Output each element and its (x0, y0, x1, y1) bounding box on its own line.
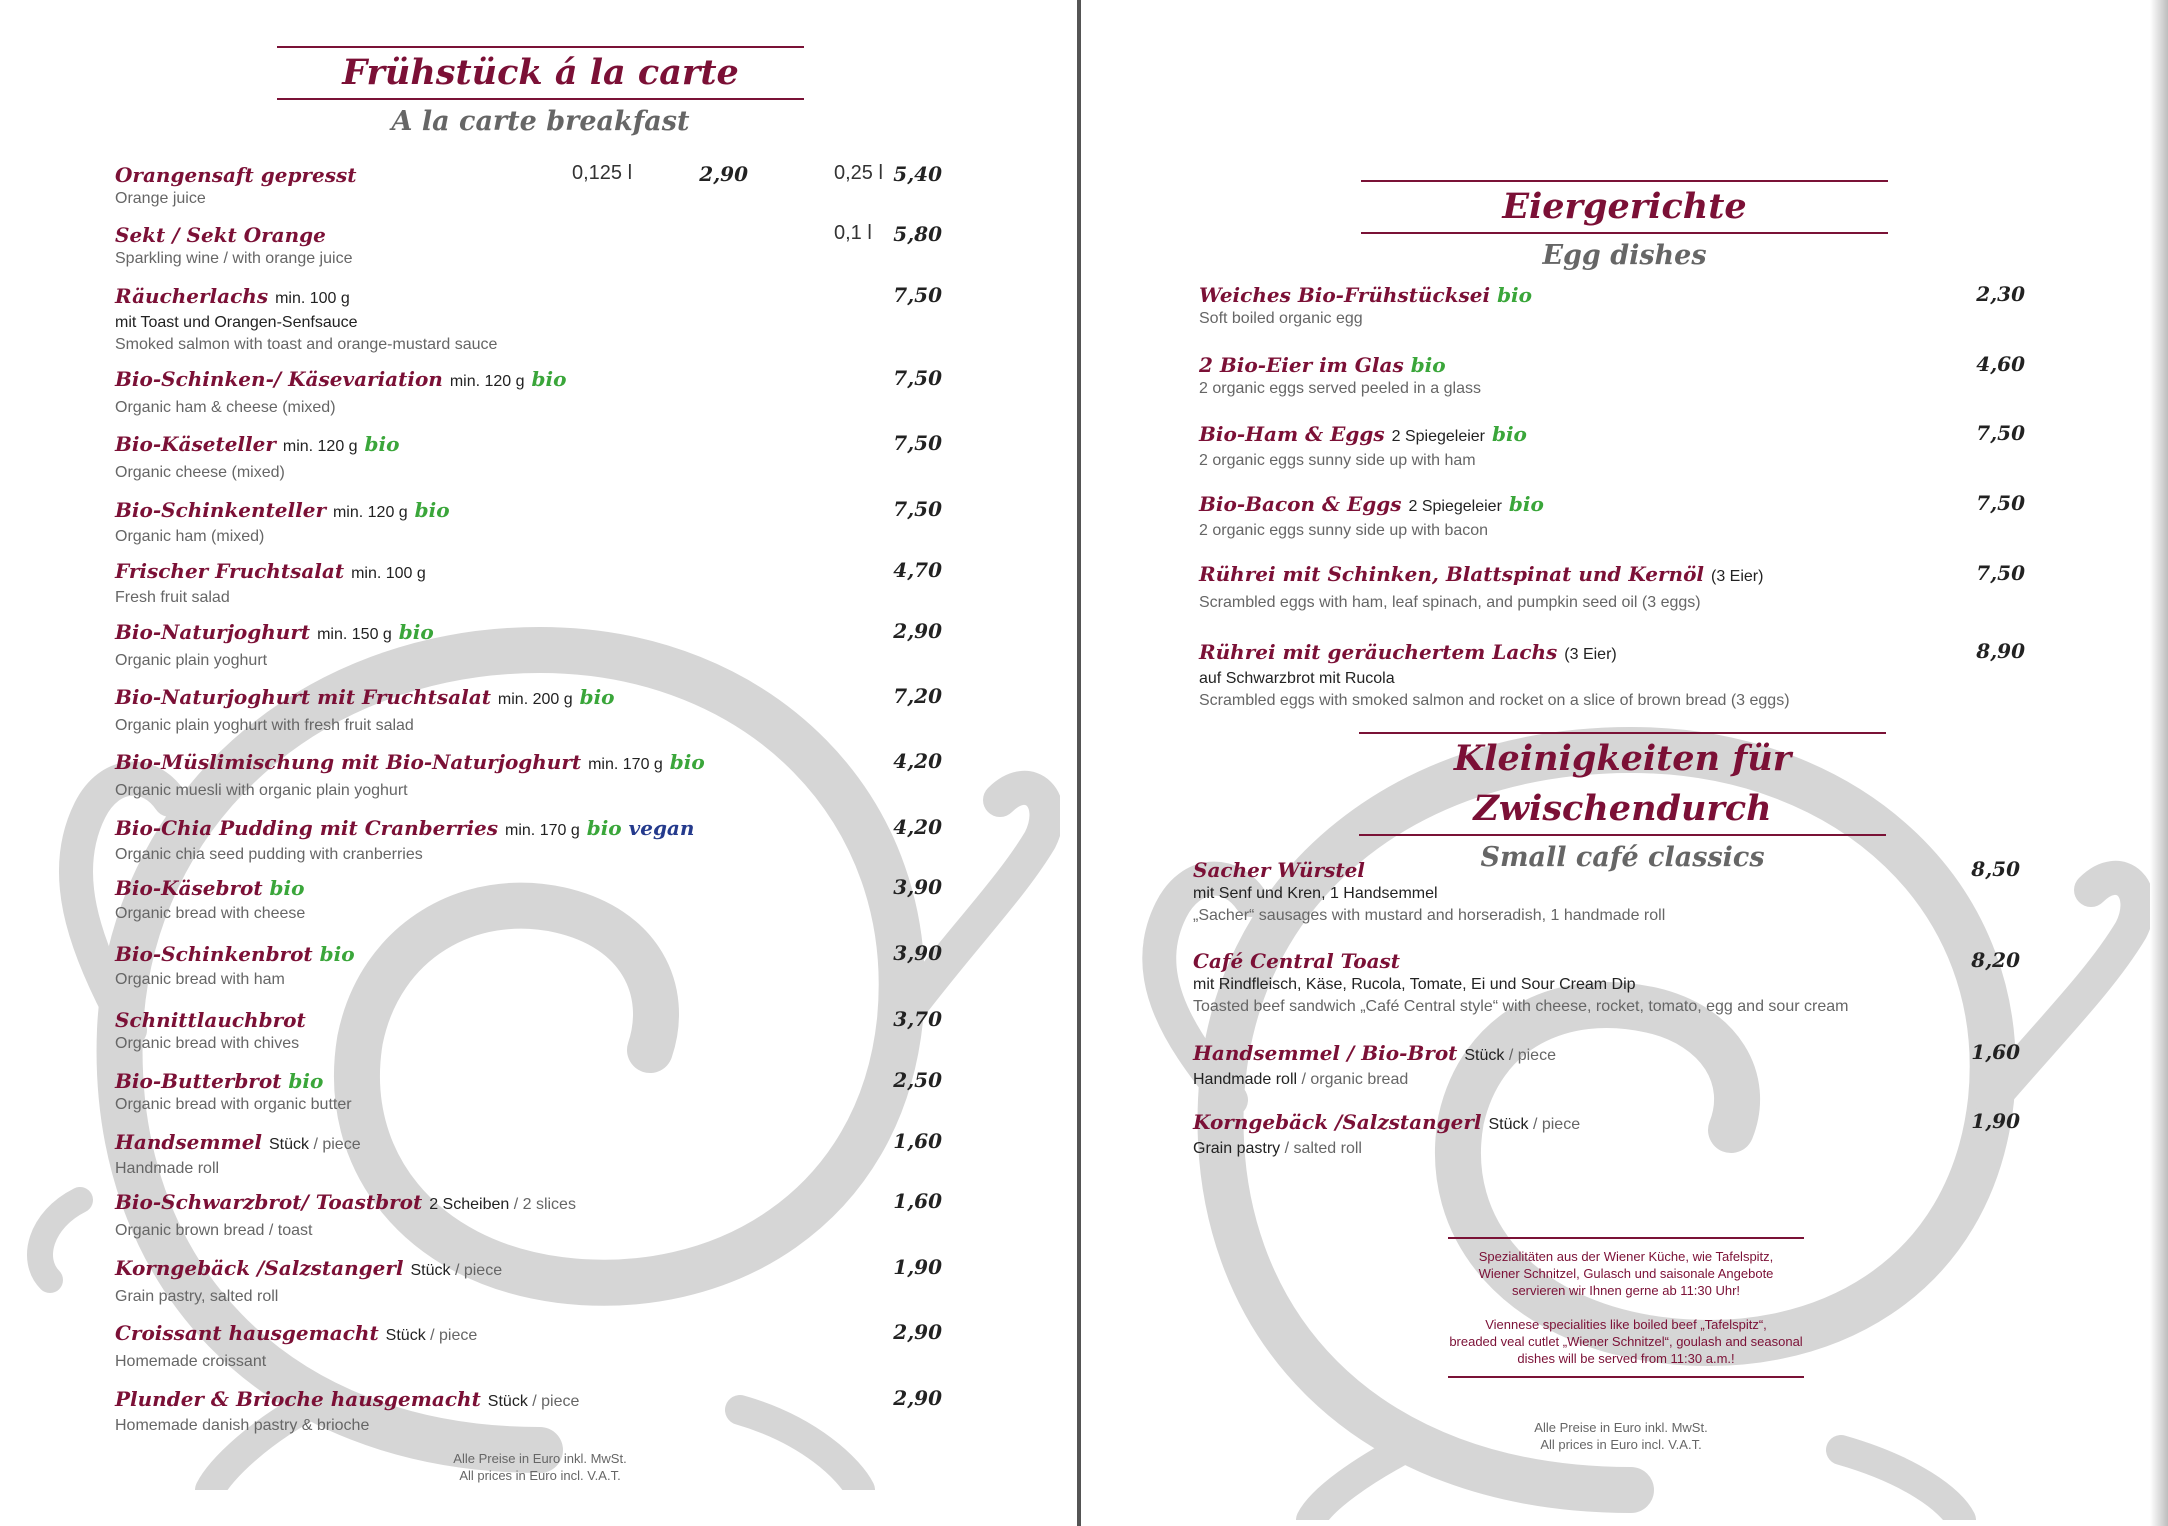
item-note: min. 120 g (282, 438, 358, 455)
menu-item (115, 815, 694, 866)
menu-item (115, 1007, 306, 1055)
menu-item (1199, 639, 1790, 712)
specials-de-line: Wiener Schnitzel, Gulasch und saisonale Angebote (1478, 1266, 1774, 1281)
item-price: 7,20 (893, 684, 942, 708)
bio-label: bio (579, 685, 615, 709)
item-price: 2,90 (893, 1386, 942, 1410)
item-note: 2 Scheiben (429, 1196, 510, 1213)
item-price: 2,90 (893, 1320, 942, 1344)
page-right (1081, 0, 2168, 1526)
item-name: Handsemmel / Bio-Brot (1193, 1041, 1458, 1065)
item-price: 7,50 (1976, 561, 2025, 585)
item-german: Grain pastry (1193, 1140, 1281, 1157)
item-note: Stück (487, 1393, 528, 1410)
item-name: Bio-Schinken-/ Käsevariation (115, 367, 443, 391)
item-name: Café Central Toast (1193, 949, 1401, 973)
menu-item (1199, 561, 1763, 614)
item-name: Handsemmel (115, 1130, 263, 1154)
item-german: mit Rindfleisch, Käse, Rucola, Tomate, Ei und Sour Cream Dip (1193, 976, 1636, 993)
menu-item (115, 1189, 576, 1242)
item-price: 4,60 (1976, 352, 2025, 376)
specials-de-line: Spezialitäten aus der Wiener Küche, wie Tafelspitz, (1478, 1249, 1774, 1264)
item-price: 7,50 (893, 283, 942, 307)
volume-large: 0,25 l (834, 162, 883, 184)
item-price: 7,50 (893, 497, 942, 521)
item-price: 2,50 (893, 1068, 942, 1092)
specials-en-line: Viennese specialities like boiled beef „Tafelspitz“, (1485, 1317, 1767, 1332)
item-price: 8,90 (1976, 639, 2025, 663)
menu-item (115, 1320, 477, 1373)
item-english: Organic ham (mixed) (115, 528, 265, 545)
item-english: Organic muesli with organic plain yoghurt (115, 782, 408, 799)
menu-item (115, 222, 352, 270)
item-note: min. 100 g (351, 565, 426, 582)
breakfast-title: Frühstück á la carte (342, 52, 739, 93)
specials-de (1448, 1239, 1804, 1299)
item-name: Bio-Schwarzbrot/ Toastbrot (115, 1190, 423, 1214)
bio-label: bio (531, 367, 567, 391)
menu-item (1193, 1040, 1556, 1091)
item-english: Toasted beef sandwich „Café Central style“ with cheese, rocket, tomato, egg and sour cream (1193, 998, 1849, 1015)
item-note: min. 120 g (449, 373, 525, 390)
item-english: Soft boiled organic egg (1199, 310, 1363, 327)
menu-item (115, 1255, 502, 1308)
bio-label: bio (269, 876, 305, 900)
item-price: 4,20 (893, 749, 942, 773)
item-price: 7,50 (1976, 421, 2025, 445)
item-note: min. 170 g (505, 822, 580, 839)
item-name: Weiches Bio-Frühstücksei (1199, 283, 1491, 307)
item-german: Handmade roll (1193, 1071, 1298, 1088)
bio-label: bio (398, 620, 434, 644)
small-classics-title: Kleinigkeiten für Zwischendurch (1453, 738, 1792, 829)
menu-item (1199, 282, 1532, 330)
menu-item (115, 558, 426, 609)
item-english: 2 organic eggs served peeled in a glass (1199, 380, 1481, 397)
menu-item (115, 366, 566, 419)
item-price: 3,90 (893, 941, 942, 965)
item-note: Stück (410, 1262, 451, 1279)
item-english: Sparkling wine / with orange juice (115, 250, 353, 267)
menu-item (115, 283, 497, 356)
menu-item (115, 749, 705, 802)
item-name: Bio-Butterbrot (115, 1069, 282, 1093)
specials-rule-bottom (1448, 1376, 1804, 1378)
item-price: 2,90 (893, 619, 942, 643)
vegan-label: vegan (628, 816, 695, 840)
item-english: Grain pastry, salted roll (115, 1288, 279, 1305)
menu-item (1193, 1109, 1580, 1160)
item-german-english: / salted roll (1280, 1140, 1362, 1157)
item-name: Bio-Bacon & Eggs (1199, 492, 1402, 516)
item-note-english: / 2 slices (509, 1196, 576, 1213)
item-price: 5,40 (893, 162, 942, 186)
breakfast-subtitle: A la carte breakfast (391, 106, 690, 137)
item-english: Organic ham & cheese (mixed) (115, 399, 336, 416)
small-classics-subtitle: Small café classics (1480, 842, 1765, 873)
item-english: Scrambled eggs with ham, leaf spinach, and pumpkin seed oil (3 eggs) (1199, 594, 1701, 611)
bio-label: bio (288, 1069, 324, 1093)
item-english: Organic cheese (mixed) (115, 464, 285, 481)
item-english: Organic bread with chives (115, 1035, 300, 1052)
item-english: „Sacher“ sausages with mustard and horseradish, 1 handmade roll (1193, 907, 1666, 924)
item-name: Rührei mit Schinken, Blattspinat und Kernöl (1199, 562, 1705, 586)
item-name: Schnittlauchbrot (115, 1008, 306, 1032)
menu-item (115, 431, 399, 484)
item-english: Homemade danish pastry & brioche (115, 1417, 370, 1434)
item-note: Stück (1488, 1116, 1529, 1133)
item-name: Bio-Müslimischung mit Bio-Naturjoghurt (115, 750, 582, 774)
item-price: 5,80 (893, 222, 942, 246)
item-price: 7,50 (893, 431, 942, 455)
item-note: min. 200 g (497, 691, 573, 708)
price-footer (1481, 1419, 1761, 1453)
breakfast-heading (277, 46, 804, 137)
item-name: Rührei mit geräuchertem Lachs (1199, 640, 1558, 664)
item-name: Frischer Fruchtsalat (115, 559, 345, 583)
item-name: Bio-Ham & Eggs (1199, 422, 1385, 446)
item-english: Homemade croissant (115, 1353, 267, 1370)
item-name: Bio-Naturjoghurt (115, 620, 311, 644)
specials-en (1448, 1299, 1804, 1376)
item-name: Bio-Schinkenteller (115, 498, 326, 522)
item-name: Korngebäck /Salzstangerl (1193, 1110, 1482, 1134)
specials-en-line: breaded veal cutlet „Wiener Schnitzel“, goulash and seasonal (1449, 1334, 1803, 1349)
item-note-english: / piece (309, 1136, 361, 1153)
item-note: min. 120 g (332, 504, 408, 521)
item-price: 7,50 (893, 366, 942, 390)
menu-item (115, 1068, 352, 1116)
menu-item (1199, 421, 1527, 472)
menu-item (115, 619, 434, 672)
item-name: Orangensaft gepresst (115, 163, 357, 187)
menu-item (115, 684, 615, 737)
price-small: 2,90 (699, 162, 748, 186)
item-price: 7,50 (1976, 491, 2025, 515)
heading-rule-bottom (1361, 232, 1888, 234)
item-english: Organic bread with cheese (115, 905, 306, 922)
price-footer (400, 1450, 680, 1484)
item-note-english: / piece (425, 1327, 478, 1344)
item-english: Handmade roll (115, 1160, 220, 1177)
specials-de-line: servieren wir Ihnen gerne ab 11:30 Uhr! (1511, 1283, 1741, 1298)
item-english: 2 organic eggs sunny side up with bacon (1199, 522, 1489, 539)
item-name: Sacher Würstel (1193, 858, 1365, 882)
bio-label: bio (586, 816, 622, 840)
item-english: Organic plain yoghurt with fresh fruit salad (115, 717, 414, 734)
item-note-english: / piece (1528, 1116, 1581, 1133)
item-note-english: / piece (450, 1262, 503, 1279)
item-name: Croissant hausgemacht (115, 1321, 379, 1345)
item-english: Organic brown bread / toast (115, 1222, 313, 1239)
menu-item (1199, 491, 1544, 542)
item-english: Fresh fruit salad (115, 589, 230, 606)
menu-item (1193, 948, 1848, 1018)
item-english: 2 organic eggs sunny side up with ham (1199, 452, 1476, 469)
item-note: min. 170 g (588, 756, 663, 773)
item-name: 2 Bio-Eier im Glas (1199, 353, 1404, 377)
menu-item (1199, 352, 1481, 400)
menu-item (115, 497, 450, 548)
bio-label: bio (414, 498, 450, 522)
volume: 0,1 l (834, 222, 872, 244)
bio-label: bio (1410, 353, 1446, 377)
bio-label: bio (1508, 492, 1544, 516)
footer-line-de: Alle Preise in Euro inkl. MwSt. (453, 1451, 627, 1466)
menu-item (115, 1386, 579, 1437)
item-german: mit Senf und Kren, 1 Handsemmel (1193, 885, 1438, 902)
footer-line-de: Alle Preise in Euro inkl. MwSt. (1534, 1420, 1708, 1435)
footer-line-en: All prices in Euro incl. V.A.T. (459, 1468, 621, 1483)
item-english: Organic bread with ham (115, 971, 285, 988)
specials-en-line: dishes will be served from 11:30 a.m.! (1517, 1351, 1735, 1366)
item-price: 1,90 (893, 1255, 942, 1279)
item-price: 1,60 (893, 1129, 942, 1153)
bio-label: bio (669, 750, 705, 774)
item-name: Bio-Käsebrot (115, 876, 263, 900)
item-note: Stück (385, 1327, 426, 1344)
item-note: 2 Spiegeleier (1391, 428, 1485, 445)
item-note: 2 Spiegeleier (1408, 498, 1502, 515)
menu-item (115, 162, 356, 210)
item-price: 8,50 (1971, 857, 2020, 881)
item-english: Scrambled eggs with smoked salmon and rocket on a slice of brown bread (3 eggs) (1199, 692, 1790, 709)
item-price: 3,70 (893, 1007, 942, 1031)
item-german: mit Toast und Orangen-Senfsauce (115, 314, 358, 331)
item-price: 1,90 (1971, 1109, 2020, 1133)
item-note: (3 Eier) (1711, 568, 1764, 585)
item-name: Sekt / Sekt Orange (115, 223, 326, 247)
item-name: Plunder & Brioche hausgemacht (115, 1387, 481, 1411)
item-name: Bio-Schinkenbrot (115, 942, 313, 966)
page-left (0, 0, 1077, 1526)
menu-item (115, 941, 355, 991)
bio-label: bio (1497, 283, 1532, 307)
item-note: (3 Eier) (1564, 646, 1617, 663)
specials-box (1448, 1237, 1804, 1378)
item-english: Organic plain yoghurt (115, 652, 268, 669)
eggs-heading (1361, 180, 1888, 271)
item-english: Organic bread with organic butter (115, 1096, 352, 1113)
bio-label: bio (319, 942, 355, 966)
item-name: Bio-Naturjoghurt mit Fruchtsalat (115, 685, 491, 709)
item-note-english: / piece (1504, 1047, 1556, 1064)
item-note-english: / piece (527, 1393, 580, 1410)
item-name: Räucherlachs (115, 284, 269, 308)
item-price: 1,60 (1971, 1040, 2020, 1064)
menu-item (1193, 857, 1665, 927)
bio-label: bio (364, 432, 400, 456)
footer-line-en: All prices in Euro incl. V.A.T. (1540, 1437, 1702, 1452)
item-english: Organic chia seed pudding with cranberries (115, 846, 423, 863)
item-note: Stück (1464, 1047, 1505, 1064)
item-price: 2,30 (1976, 282, 2025, 306)
item-name: Bio-Chia Pudding mit Cranberries (115, 816, 499, 840)
menu-item (115, 1129, 361, 1180)
item-price: 3,90 (893, 875, 942, 899)
item-note: min. 150 g (317, 626, 392, 643)
heading-rule-bottom (1359, 834, 1886, 836)
menu-item (115, 875, 305, 925)
item-price: 4,70 (893, 558, 942, 582)
eggs-title: Eiergerichte (1502, 186, 1747, 227)
item-price: 1,60 (893, 1189, 942, 1213)
bio-label: bio (1491, 422, 1527, 446)
item-english: Orange juice (115, 190, 206, 207)
item-german: auf Schwarzbrot mit Rucola (1199, 670, 1395, 687)
item-price: 8,20 (1971, 948, 2020, 972)
small-classics-heading (1359, 732, 1886, 873)
heading-rule-bottom (277, 98, 804, 100)
item-note: Stück (268, 1136, 309, 1153)
item-name: Bio-Käseteller (115, 432, 276, 456)
page-edge-shadow (2150, 0, 2168, 1526)
item-note: min. 100 g (275, 290, 350, 307)
item-german-english: / organic bread (1297, 1071, 1409, 1088)
item-english: Smoked salmon with toast and orange-mustard sauce (115, 336, 498, 353)
eggs-subtitle: Egg dishes (1542, 240, 1707, 271)
item-price: 4,20 (893, 815, 942, 839)
volume-small: 0,125 l (572, 162, 633, 184)
item-name: Korngebäck /Salzstangerl (115, 1256, 404, 1280)
